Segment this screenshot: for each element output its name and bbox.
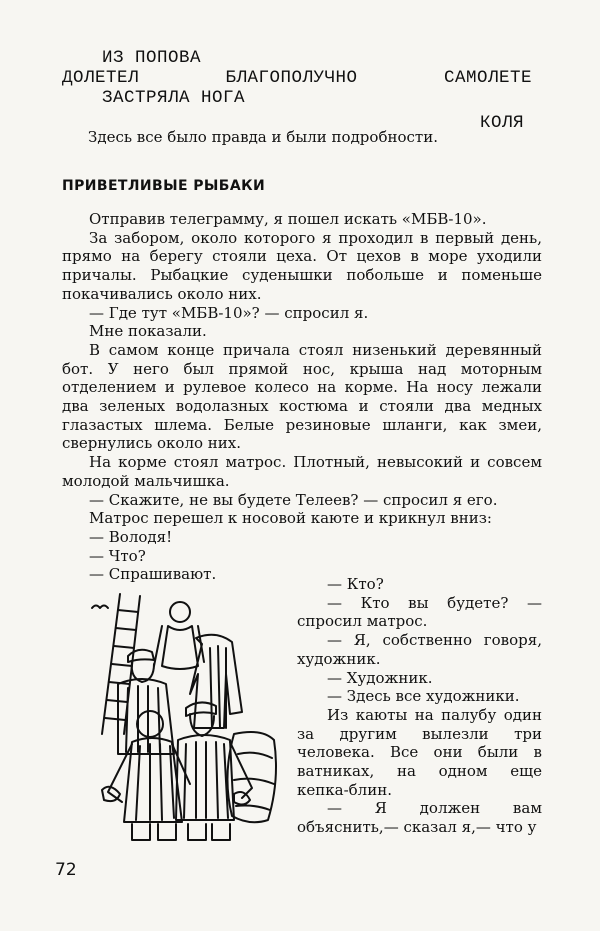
paragraph: — Я, собственно говоря, художник.: [297, 631, 542, 668]
section-heading: ПРИВЕТЛИВЫЕ РЫБАКИ: [62, 178, 266, 194]
telegram-signature: КОЛЯ: [479, 113, 524, 133]
paragraph: — Художник.: [327, 668, 433, 687]
telegram-text: [62, 48, 532, 133]
paragraph: Мне показали.: [89, 322, 207, 341]
paragraph: — Спрашивают.: [89, 565, 217, 584]
fishermen-illustration: [62, 584, 284, 846]
telegram-line-2: [62, 68, 532, 88]
paragraph: На корме стоял матрос. Плотный, невысокий и совсем молодой мальчишка.: [62, 453, 542, 490]
paragraph: — Я должен вам объяснить,— сказал я,— что у: [297, 799, 542, 837]
paragraph: — Где тут «МБВ-10»? — спросил я.: [89, 303, 369, 322]
paragraph: В самом конце причала стоял низенький деревянный бот. У него был прямой нос, крыша над моторным отделением и рулевое колесо на корме. На носу лежали два зеленых водолазных костюма и стояли два медных глазастых шлема. Белые резиновые шланги, как змеи, свернулись около них.: [62, 340, 542, 453]
main-text: [62, 210, 542, 584]
paragraph: За забором, около которого я проходил в первый день, прямо на берегу стояли цеха. От цехов в море уходили причалы. Рыбацкие суденышки побольше и поменьше покачивались около них.: [62, 228, 542, 303]
paragraph: Из каюты на палубу один за другим вылезли три человека. Все они были в ватниках, на одном еще кепка-блин.: [297, 705, 542, 799]
telegram-word: БЛАГОПОЛУЧНО: [225, 68, 358, 88]
side-column-text: [297, 575, 542, 837]
paragraph: Отправив телеграмму, я пошел искать «МБВ-10».: [89, 210, 487, 228]
paragraph: — Что?: [89, 546, 146, 565]
telegram-word: САМОЛЕТЕ: [443, 68, 532, 88]
telegram-note: Здесь все было правда и были подробности.: [88, 128, 438, 146]
seagull-icon: [92, 606, 108, 609]
telegram-line-1: ИЗ ПОПОВА: [102, 48, 202, 68]
page-number: 72: [55, 860, 77, 880]
telegram-line-3: ЗАСТРЯЛА НОГА: [102, 88, 246, 108]
telegram-word: ДОЛЕТЕЛ: [62, 68, 140, 88]
paragraph: — Володя!: [89, 527, 173, 546]
paragraph: — Здесь все художники.: [327, 687, 520, 706]
paragraph: — Кто вы будете? — спросил матрос.: [297, 593, 542, 631]
paragraph: — Кто?: [327, 575, 384, 593]
paragraph: Матрос перешел к носовой каюте и крикнул вниз:: [89, 509, 492, 528]
paragraph: — Скажите, не вы будете Телеев? — спросил я его.: [89, 490, 498, 509]
